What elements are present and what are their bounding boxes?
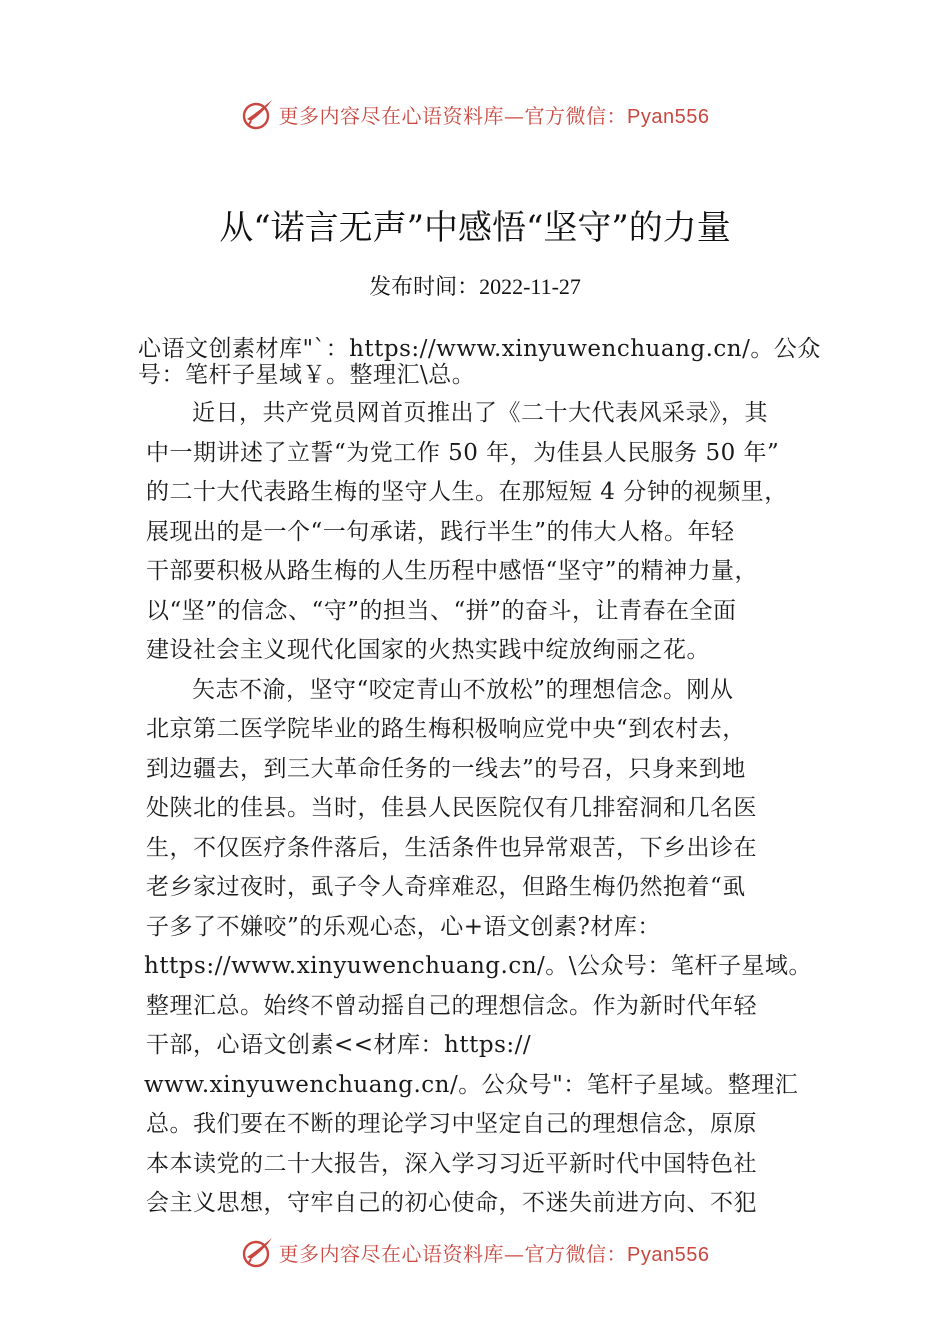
source-line: 号：笔杆子星域￥。整理汇\总。 bbox=[138, 362, 476, 388]
header-banner-text: 更多内容尽在心语资料库—官方微信：Pyan556 bbox=[278, 103, 710, 128]
paragraph-line: 到边疆去，到三大革命任务的一线去”的号召，只身来到地 bbox=[146, 755, 746, 782]
publish-date bbox=[0, 270, 950, 301]
paragraph-line: 中一期讲述了立誓“为党工作 50 年，为佳县人民服务 50 年” bbox=[146, 439, 780, 466]
publish-date-value: 2022-11-27 bbox=[479, 274, 581, 299]
paragraph-line: 近日，共产党员网首页推出了《二十大代表风采录》，其 bbox=[192, 400, 768, 426]
paragraph-line: 以“坚”的信念、“守”的担当、“拼”的奋斗，让青春在全面 bbox=[146, 597, 737, 624]
paragraph-line: 干部，心语文创素<<材库：https:// bbox=[146, 1032, 532, 1058]
quill-pen-logo-icon bbox=[241, 1235, 275, 1269]
paragraph-line: 展现出的是一个“一句承诺，践行半生”的伟大人格。年轻 bbox=[146, 518, 735, 545]
article-title: 从“诺言无声”中感悟“坚守”的力量 bbox=[219, 208, 731, 248]
publish-date-label: 发布时间： bbox=[369, 275, 480, 300]
paragraph-line: 本本读党的二十大报告，深入学习习近平新时代中国特色社 bbox=[146, 1150, 757, 1177]
article-body bbox=[138, 336, 828, 1224]
footer-banner-text: 更多内容尽在心语资料库—官方微信：Pyan556 bbox=[278, 1241, 710, 1266]
paragraph-line: 子多了不嫌咬”的乐观心态，心+语文创素?材库： bbox=[146, 913, 661, 940]
source-line: 心语文创素材库"`：https://www.xinyuwenchuang.cn/。公众 bbox=[138, 336, 821, 362]
source-note bbox=[138, 336, 828, 388]
paragraph-line: 建设社会主义现代化国家的火热实践中绽放绚丽之花。 bbox=[146, 637, 710, 663]
paragraph-line: 干部要积极从路生梅的人生历程中感悟“坚守”的精神力量， bbox=[146, 558, 759, 584]
header-wechat-id: Pyan556 bbox=[627, 105, 710, 128]
footer-banner bbox=[0, 1232, 950, 1272]
quill-pen-logo-icon bbox=[241, 97, 275, 131]
paragraph-line: 整理汇总。始终不曾动摇自己的理想信念。作为新时代年轻 bbox=[146, 992, 757, 1019]
paragraph-1 bbox=[138, 394, 828, 671]
paragraph-line: 北京第二医学院毕业的路生梅积极响应党中央“到农村去， bbox=[146, 716, 746, 742]
paragraph-line: 矢志不渝，坚守“咬定青山不放松”的理想信念。刚从 bbox=[192, 676, 734, 703]
paragraph-line: 老乡家过夜时，虱子令人奇痒难忍，但路生梅仍然抱着“虱 bbox=[146, 874, 746, 900]
paragraph-2 bbox=[138, 671, 828, 1224]
paragraph-line: 总。我们要在不断的理论学习中坚定自己的理想信念，原原 bbox=[146, 1111, 757, 1137]
paragraph-line: www.xinyuwenchuang.cn/。公众号"：笔杆子星域。整理汇 bbox=[144, 1071, 799, 1098]
paragraph-line: 处陕北的佳县。当时，佳县人民医院仅有几排窑洞和几名医 bbox=[146, 795, 757, 821]
footer-wechat-id: Pyan556 bbox=[627, 1243, 710, 1266]
header-banner bbox=[0, 94, 950, 134]
paragraph-line: 会主义思想，守牢自己的初心使命，不迷失前进方向、不犯 bbox=[146, 1190, 757, 1216]
paragraph-line: 生，不仅医疗条件落后，生活条件也异常艰苦，下乡出诊在 bbox=[146, 834, 757, 861]
paragraph-line: https://www.xinyuwenchuang.cn/。\公众号：笔杆子星域。 bbox=[144, 953, 813, 979]
paragraph-line: 的二十大代表路生梅的坚守人生。在那短短 4 分钟的视频里， bbox=[146, 479, 788, 505]
